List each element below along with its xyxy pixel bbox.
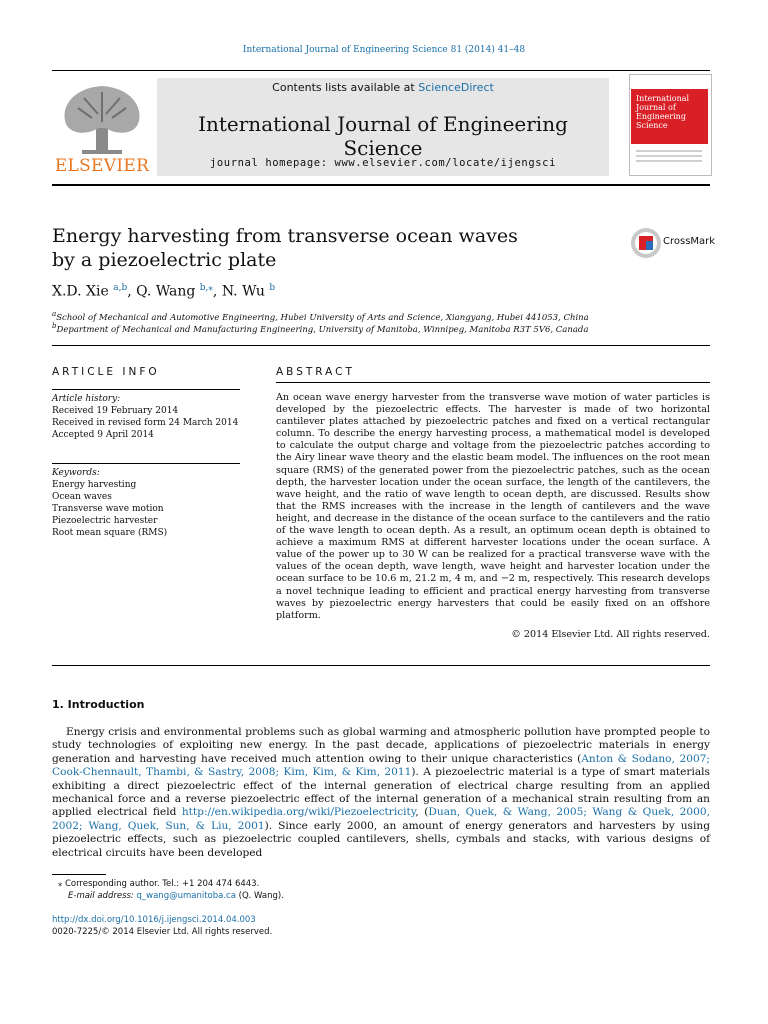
journal-homepage[interactable]: journal homepage: www.elsevier.com/locate/ijengsci xyxy=(209,157,557,169)
corresponding-author-note: ⁎ Corresponding author. Tel.: +1 204 474 6443. xyxy=(58,879,260,889)
crossmark-label[interactable]: CrossMark xyxy=(663,236,716,247)
article-info-heading: ARTICLE INFO xyxy=(52,366,160,378)
affiliation-mark: a xyxy=(52,309,57,318)
intro-text: ). A piezoelectric material is a type of smart materials exhibiting a direct piezoelectric effect of the internal generation of electrical charge resulting from an applied mechanical force and a reverse piezoelectric effect of the internal generation of a mechanical strain resulting from an applied electrical field xyxy=(52,766,710,819)
affiliation-text: School of Mechanical and Automotive Engineering, Hubei University of Arts and Science, Xiangyang, Hubei 441053, China xyxy=(56,312,589,323)
abstract-heading: ABSTRACT xyxy=(276,366,355,378)
keyword: Piezoelectric harvester xyxy=(52,516,158,526)
keyword: Ocean waves xyxy=(52,492,112,502)
contents-line xyxy=(157,81,609,94)
article-title-line-2: by a piezoelectric plate xyxy=(52,249,277,271)
author-name[interactable]: N. Wu xyxy=(221,283,265,300)
doi-link[interactable]: http://dx.doi.org/10.1016/j.ijengsci.2014.04.003 xyxy=(52,915,256,925)
introduction-paragraph xyxy=(52,726,710,860)
article-history-label: Article history: xyxy=(52,394,121,404)
email-note xyxy=(68,891,284,901)
affiliation xyxy=(52,321,588,335)
section-heading-introduction: 1. Introduction xyxy=(52,698,145,711)
article-title xyxy=(52,224,552,272)
keyword: Energy harvesting xyxy=(52,480,137,490)
author-affiliation-mark[interactable]: a,b xyxy=(113,283,128,293)
footnote-rule xyxy=(52,874,106,875)
author-affiliation-mark[interactable]: b,⁎ xyxy=(199,283,213,293)
history-item: Received in revised form 24 March 2014 xyxy=(52,418,239,428)
contents-prefix: Contents lists available at xyxy=(272,81,419,94)
email-label: E-mail address: xyxy=(68,891,134,901)
affiliation-mark: b xyxy=(52,321,57,330)
header-top-rule xyxy=(52,70,710,71)
title-block-rule xyxy=(52,345,710,346)
crossmark-icon[interactable] xyxy=(630,227,662,259)
abstract-rule xyxy=(276,382,710,383)
author-affiliation-mark[interactable]: b xyxy=(269,283,276,293)
article-history xyxy=(52,393,240,441)
article-info-rule xyxy=(52,389,240,390)
sciencedirect-link[interactable]: ScienceDirect xyxy=(418,81,494,94)
abstract-copyright: © 2014 Elsevier Ltd. All rights reserved. xyxy=(511,629,710,640)
keywords-rule xyxy=(52,463,240,464)
history-item: Received 19 February 2014 xyxy=(52,406,179,416)
email-link[interactable]: q_wang@umanitoba.ca xyxy=(136,891,236,901)
intro-text: ). Since early 2000, an amount of energy generators and harvesters by using piezoelectric effects, such as piezoelectric coupled cantilevers, shells, cymbals and stacks, with various designs of electrical circuits have been developed xyxy=(52,819,710,859)
introduction-body xyxy=(52,726,710,860)
journal-reference[interactable]: International Journal of Engineering Science 81 (2014) 41–48 xyxy=(242,45,526,55)
email-suffix: (Q. Wang). xyxy=(235,891,284,901)
journal-cover-title: International Journal of Engineering Science xyxy=(636,94,690,130)
keywords-label: Keywords: xyxy=(52,468,100,478)
keywords-block xyxy=(52,467,240,539)
header-bottom-rule xyxy=(52,184,710,186)
keyword: Transverse wave motion xyxy=(52,504,164,514)
author-list: X.D. Xie $^{a,b}$, Q. Wang $^{b,⁎}$, N. Wu $^b$ xyxy=(52,283,276,300)
intro-text: , ( xyxy=(415,806,429,819)
elsevier-wordmark: ELSEVIER xyxy=(54,156,150,176)
affiliation-text: Department of Mechanical and Manufacturing Engineering, University of Manitoba, Winnipeg, Manitoba R3T 5V6, Canada xyxy=(56,324,589,335)
keyword: Root mean square (RMS) xyxy=(52,528,168,538)
intro-text: Energy crisis and environmental problems such as global warming and atmospheric pollution have prompted people to study technologies of exploiting new energy. In the past decade, applications of piezoelectric materials in energy generation and harvesting have received much attention owing to their unique characteristics ( xyxy=(52,726,710,765)
citation-link[interactable]: Duan, Quek, & Wang, 2005; Wang & Quek, 2000, 2002; Wang, Quek, Sun, & Liu, 2001 xyxy=(52,806,710,832)
issn-line: 0020-7225/© 2014 Elsevier Ltd. All rights reserved. xyxy=(52,927,273,937)
front-matter-rule xyxy=(52,665,710,666)
author-name[interactable]: X.D. Xie xyxy=(52,283,109,300)
article-title-line-1: Energy harvesting from transverse ocean waves xyxy=(52,225,518,247)
journal-title: International Journal of Engineering Science xyxy=(198,112,568,160)
wikipedia-link[interactable]: http://en.wikipedia.org/wiki/Piezoelectricity xyxy=(181,806,416,819)
author-name[interactable]: Q. Wang xyxy=(136,283,196,300)
abstract-text: An ocean wave energy harvester from the transverse wave motion of water particles is developed by the piezoelectric effects. The harvester is made of two horizontal cantilever plates attached by piezoelectric patches and fixed on a vertical rectangular column. To describe the energy harvesting process, a mathematical model is developed to calculate the output charge and voltage from the piezoelectric patches according to the Airy linear wave theory and the elastic beam model. The influences on the root mean square (RMS) of the generated power from the piezoelectric patches, such as the ocean depth, the harvester location under the ocean surface, the length of the cantilevers, the wave height, and the ratio of wave length to ocean depth, are discussed. Results show that the RMS increases with the increase in the length of cantilevers and the wave height, and decrease in the distance of the ocean surface to the cantilevers and the ratio of the wave length to ocean depth. As a result, an optimum ocean depth is obtained to achieve a maximum RMS at different harvester locations under the ocean surface. A value of the power up to 30 W can be realized for a practical transverse wave with the values of the ocean depth, wave length, wave height and harvester location under the ocean surface to be 10.6 m, 21.2 m, 4 m, and −2 m, respectively. This research develops a novel technique leading to efficient and practical energy harvesting from transverse waves by piezoelectric energy harvesters that could be easily fixed on an offshore platform. xyxy=(276,392,710,621)
journal-cover-lines xyxy=(636,150,702,165)
citation-link[interactable]: Anton & Sodano, 2007; Cook-Chennault, Thambi, & Sastry, 2008; Kim, Kim, & Kim, 2011 xyxy=(52,752,710,779)
history-item: Accepted 9 April 2014 xyxy=(52,430,154,440)
